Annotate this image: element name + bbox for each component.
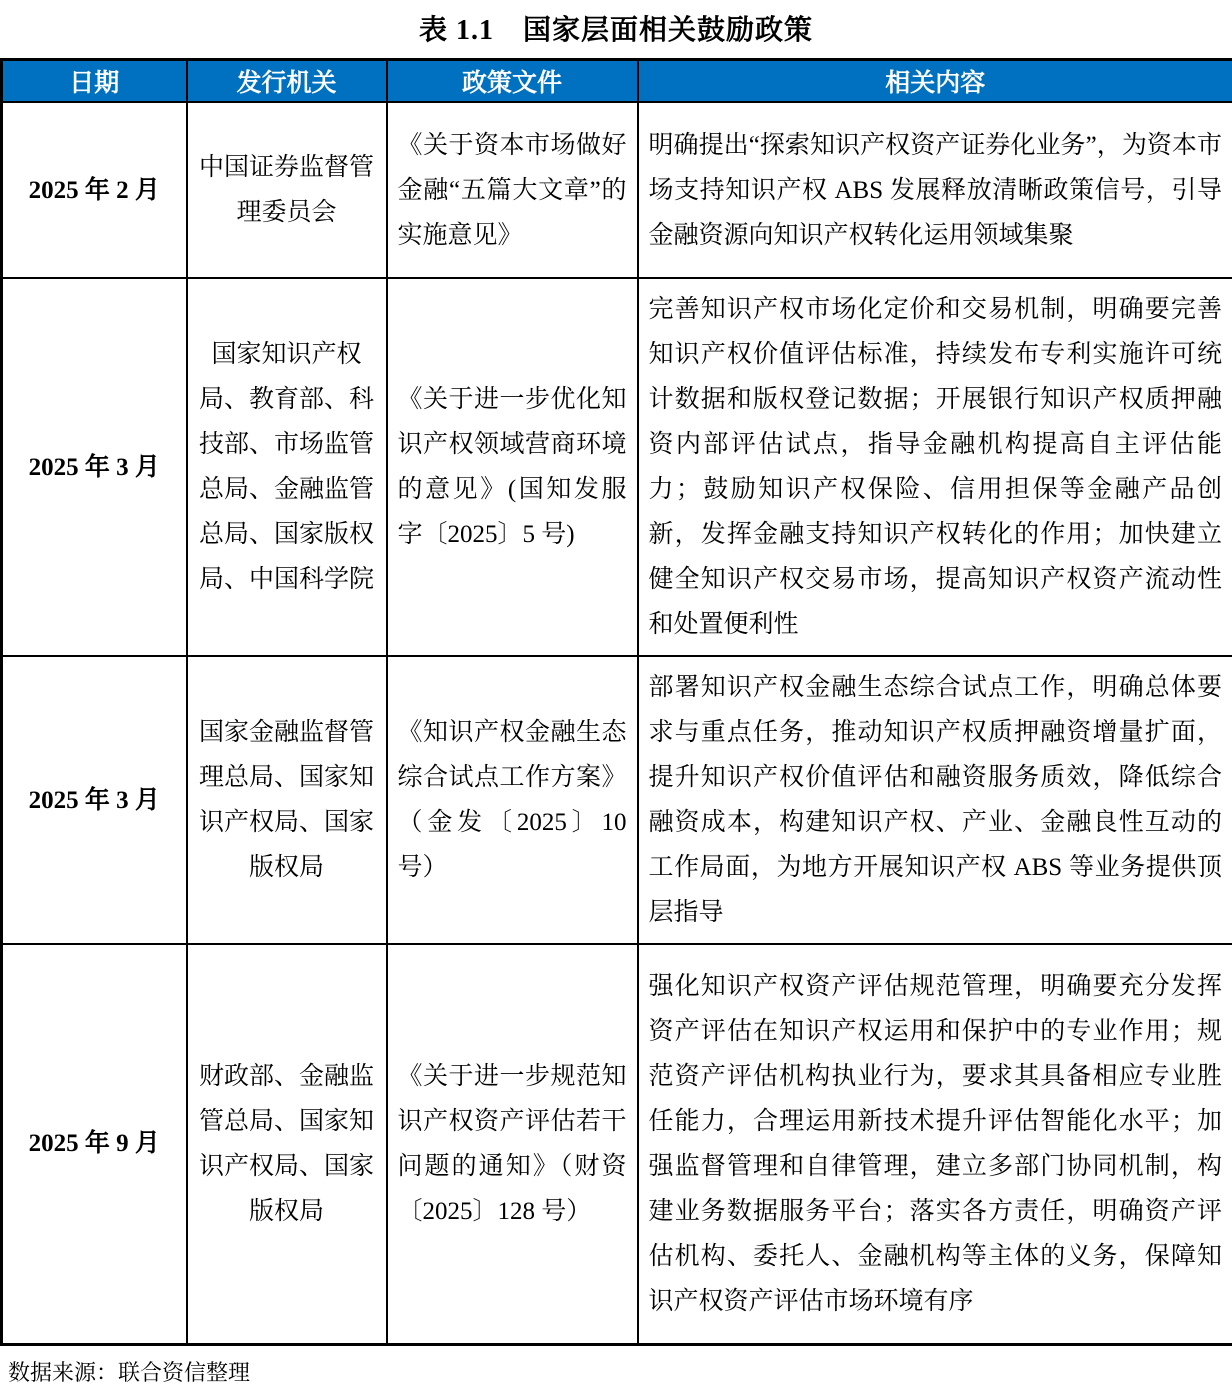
header-cell-policy: 政策文件 xyxy=(387,60,638,103)
table-row xyxy=(2,944,1232,1344)
page-title: 表 1.1 国家层面相关鼓励政策 xyxy=(0,8,1232,48)
content-cell: 强化知识产权资产评估规范管理，明确要充分发挥资产评估在知识产权运用和保护中的专业作用；规范资产评估机构执业行为，要求其具备相应专业胜任能力，合理运用新技术提升评估智能化水平；加强监督管理和自律管理，建立多部门协同机制，构建业务数据服务平台；落实各方责任，明确资产评估机构、委托人、金融机构等主体的义务，保障知识产权资产评估市场环境有序 xyxy=(638,944,1232,1344)
table-header-row xyxy=(2,60,1232,103)
policy-cell: 《关于进一步规范知识产权资产评估若干问题的通知》（财资〔2025〕128 号） xyxy=(387,944,638,1344)
policy-cell: 《关于资本市场做好金融“五篇大文章”的实施意见》 xyxy=(387,102,638,278)
table-row xyxy=(2,278,1232,656)
date-cell: 2025 年 9 月 xyxy=(2,944,187,1344)
agency-cell: 财政部、金融监管总局、国家知识产权局、国家版权局 xyxy=(187,944,387,1344)
agency-cell: 国家金融监督管理总局、国家知识产权局、国家版权局 xyxy=(187,656,387,944)
date-cell: 2025 年 3 月 xyxy=(2,656,187,944)
header-cell-date: 日期 xyxy=(2,60,187,103)
content-cell: 完善知识产权市场化定价和交易机制，明确要完善知识产权价值评估标准，持续发布专利实施许可统计数据和版权登记数据；开展银行知识产权质押融资内部评估试点，指导金融机构提高自主评估能力；鼓励知识产权保险、信用担保等金融产品创新，发挥金融支持知识产权转化的作用；加快建立健全知识产权交易市场，提高知识产权资产流动性和处置便利性 xyxy=(638,278,1232,656)
date-cell: 2025 年 3 月 xyxy=(2,278,187,656)
policy-cell: 《知识产权金融生态综合试点工作方案》（金发〔2025〕10 号） xyxy=(387,656,638,944)
agency-cell: 中国证券监督管理委员会 xyxy=(187,102,387,278)
header-cell-content: 相关内容 xyxy=(638,60,1232,103)
header-cell-agency: 发行机关 xyxy=(187,60,387,103)
data-source-note: 数据来源：联合资信整理 xyxy=(8,1356,1232,1387)
table-row xyxy=(2,656,1232,944)
policy-table xyxy=(0,58,1232,1346)
policy-cell: 《关于进一步优化知识产权领域营商环境的意见》(国知发服字〔2025〕5 号) xyxy=(387,278,638,656)
table-row xyxy=(2,102,1232,278)
agency-cell: 国家知识产权局、教育部、科技部、市场监管总局、金融监管总局、国家版权局、中国科学院 xyxy=(187,278,387,656)
date-cell: 2025 年 2 月 xyxy=(2,102,187,278)
content-cell: 部署知识产权金融生态综合试点工作，明确总体要求与重点任务，推动知识产权质押融资增量扩面，提升知识产权价值评估和融资服务质效，降低综合融资成本，构建知识产权、产业、金融良性互动的工作局面，为地方开展知识产权 ABS 等业务提供顶层指导 xyxy=(638,656,1232,944)
content-cell: 明确提出“探索知识产权资产证券化业务”，为资本市场支持知识产权 ABS 发展释放清晰政策信号，引导金融资源向知识产权转化运用领域集聚 xyxy=(638,102,1232,278)
